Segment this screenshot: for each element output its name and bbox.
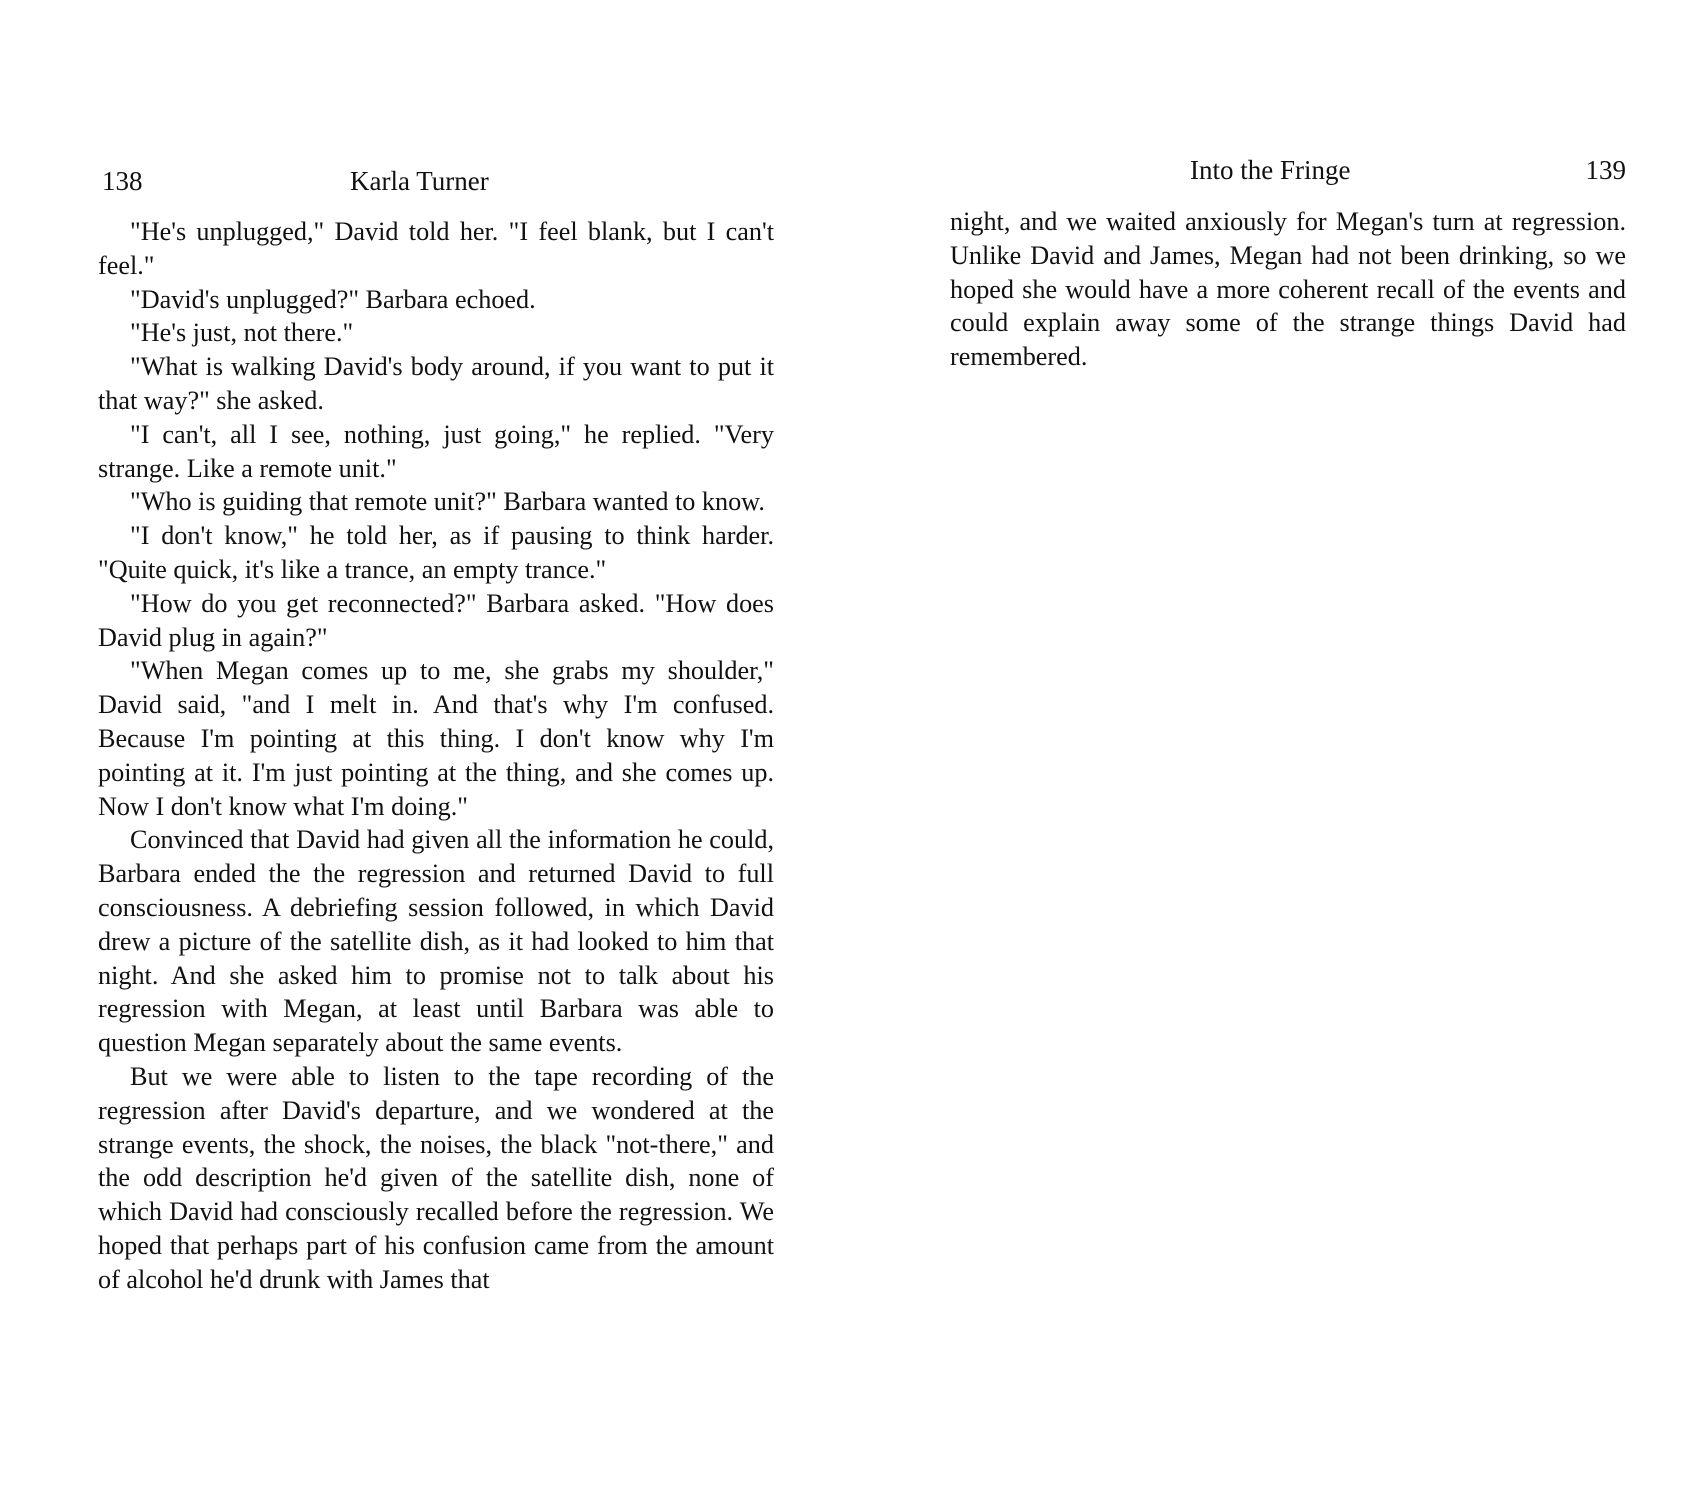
paragraph: "I can't, all I see, nothing, just going," he replied. "Very strange. Like a remote unit."	[98, 419, 774, 483]
paragraph: "He's just, not there."	[130, 318, 354, 348]
paragraph: "I don't know," he told her, as if pausing to think harder. "Quite quick, it's like a trance, an empty trance."	[98, 521, 774, 584]
paragraph: "He's unplugged," David told her. "I feel blank, but I can't feel."	[98, 217, 774, 280]
paragraph: "How do you get reconnected?" Barbara asked. "How does David plug in again?"	[98, 588, 774, 652]
running-head-title: Into the Fringe	[1190, 155, 1351, 185]
paragraph: "When Megan comes up to me, she grabs my shoulder," David said, "and I melt in. And that's why I'm confused. Because I'm pointing at this thing. I don't know why I'm pointing at it. I'm just pointing at the thing, and she comes up. Now I don't know what I'm doing."	[98, 656, 774, 821]
paragraph: But we were able to listen to the tape recording of the regression after David's departure, and we wondered at the strange events, the shock, the noises, the black "not-there," and the odd description he'd given of the satellite dish, none of which David had consciously recalled before the regression. We hoped that perhaps part of his confusion came from the amount of alcohol he'd drunk with James that	[98, 1061, 774, 1294]
paragraph: "David's unplugged?" Barbara echoed.	[130, 284, 536, 314]
paragraph: Convinced that David had given all the information he could, Barbara ended the the regression and returned David to full consciousness. A debriefing session followed, in which David drew a picture of the satellite dish, as it had looked to him that night. And she asked him to promise not to talk about his regression with Megan, at least until Barbara was able to question Megan separately about the same events.	[98, 825, 774, 1058]
running-head-author: Karla Turner	[350, 166, 489, 196]
left-page-body	[98, 215, 774, 1297]
paragraph: "Who is guiding that remote unit?" Barbara wanted to know.	[130, 487, 765, 517]
page-number: 138	[102, 166, 143, 196]
page-number: 139	[1585, 155, 1626, 185]
right-page-body	[950, 205, 1626, 374]
paragraph: night, and we waited anxiously for Megan's turn at regression. Unlike David and James, Megan had not been drinking, so we hoped she would have a more coherent recall of the events and could explain away some of the strange things David had remembered.	[950, 207, 1626, 372]
paragraph: "What is walking David's body around, if you want to put it that way?" she asked.	[98, 352, 774, 415]
